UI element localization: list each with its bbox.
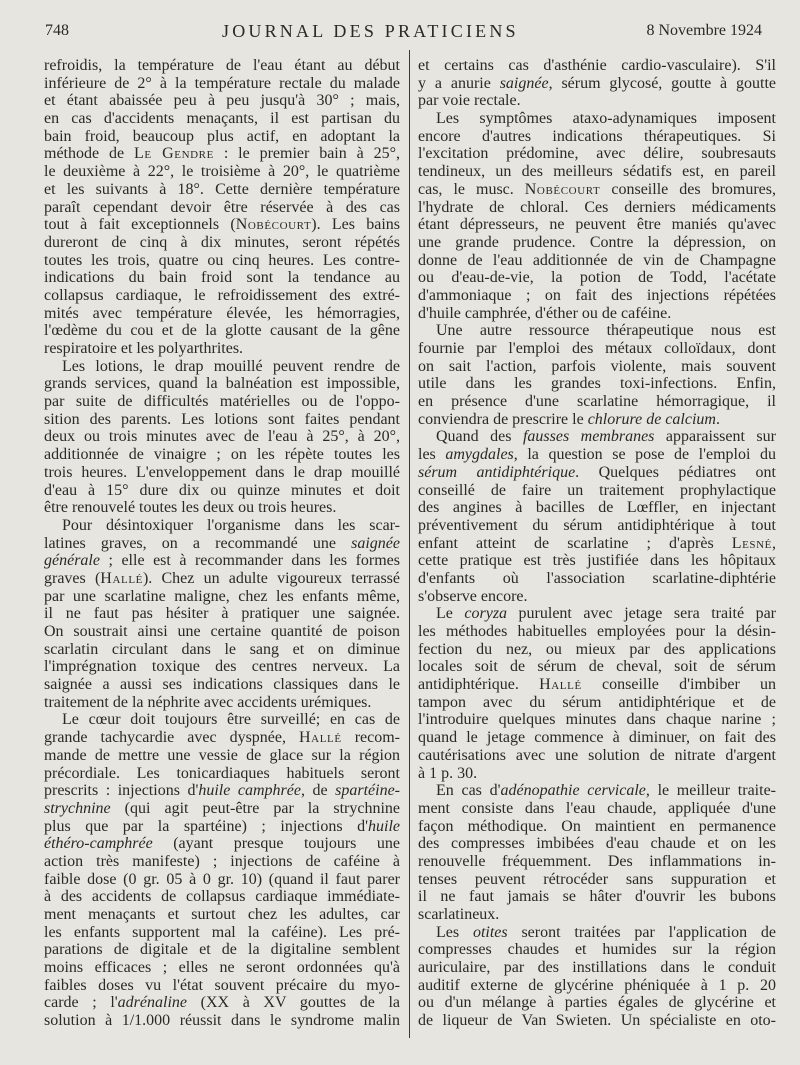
italic-term: adénopathie cervicale [500, 782, 646, 800]
text-line [418, 411, 776, 429]
italic-term: coryza [464, 605, 508, 623]
text-line [418, 428, 776, 446]
text-run: , [772, 534, 776, 552]
text-line: deux ou trois minutes avec de l'eau à 25°, à 20°, [44, 428, 400, 446]
text-line: toutes les trois, quatre ou cinq heures. Les contre- [44, 251, 400, 269]
text-line: collapsus cardiaque, le refroidissement des extré- [44, 286, 400, 304]
right-column [418, 57, 776, 1030]
text-line [418, 464, 776, 482]
text-line: tendineux, un des meilleurs sédatifs est, en pareil [418, 163, 776, 181]
paragraph [418, 782, 776, 924]
text-line [44, 570, 400, 588]
text-line: refroidis, la température de l'eau étant au début [44, 57, 400, 74]
italic-term: huile [368, 817, 400, 835]
text-line: cautérisations avec une solution de nitrate d'argent [418, 746, 776, 764]
text-line: parations de digitale et de la digitaline semblent [44, 941, 400, 959]
text-line: ou d'eau-de-vie, la potion de Todd, l'acétate [418, 269, 776, 287]
text-line: auriculaire, par des instillations dans le conduit [418, 959, 776, 977]
text-line: conseillé de faire un traitement prophylactique [418, 481, 776, 499]
text-line: scarlatineux. [418, 906, 500, 923]
text-line: renouvelle fréquemment. Des inflammations in- [418, 852, 776, 870]
text-line: inférieure de 2° à la température rectale du malade [44, 74, 400, 92]
text-line: il ne faut pas hésiter à pratiquer une saignée. [44, 605, 400, 623]
text-line: Pour désintoxiquer l'organisme dans les scar- [62, 516, 400, 534]
text-line: par une scarlatine maligne, chez les enfants même, [44, 587, 400, 605]
text-line: fection du nez, ou mieux par des applications [418, 640, 776, 658]
italic-term: sérum antidiphtérique [418, 463, 576, 481]
text-line: d'ammoniaque ; on fait des injections répétées [418, 286, 776, 304]
text-run: , la question se pose de l'emploi du [513, 446, 776, 464]
text-run: . Quelques pédiatres ont [575, 463, 777, 481]
author-name: Nobécourt [524, 180, 601, 198]
text-line: indications du bain froid sont la tendance au [44, 269, 400, 287]
italic-term: saignée [499, 74, 549, 92]
text-line: d'enfants où l'association scarlatine-diphtérie [418, 569, 776, 587]
text-run: cas, le musc. [418, 180, 525, 198]
text-line: l'introduire quelques minutes dans chaque narine ; [418, 711, 776, 729]
text-line [44, 835, 400, 853]
text-line: auditif externe de glycérine phéniquée à 1 p. 20 [418, 976, 776, 994]
text-run: antidiphtérique. [418, 676, 540, 694]
text-line: une grande prudence. Contre la dépression, on [418, 233, 776, 251]
text-run: graves ( [44, 569, 101, 587]
journal-title: JOURNAL DES PRATICIENS [222, 21, 519, 41]
text-line: sition des parents. Les lotions sont faites pendant [44, 410, 400, 428]
italic-term: chlorure de calcium [587, 410, 716, 428]
text-line: on sait l'action, parfois violente, mais souvent [418, 357, 776, 375]
text-line: le deuxième à 22°, le troisième à 20°, le quatrième [44, 163, 400, 181]
text-line: tampon avec du sérum antidiphtérique et de [418, 693, 776, 711]
text-line: à 1 p. 30. [418, 764, 478, 782]
text-line: il ne faut jamais se hâter d'ouvrir les bubons [418, 888, 776, 906]
text-line: à des accidents de collapsus cardiaque immédiate- [44, 888, 400, 906]
text-run: ; elle est à recommander dans les formes [99, 552, 400, 570]
text-line: ment consiste dans l'eau chaude, appliquée d'une [418, 799, 776, 817]
italic-term: otites [472, 923, 508, 941]
text-line: paraît cependant devoir être réservée à des cas [44, 198, 400, 216]
text-run: méthode de [44, 145, 134, 163]
text-run: les [418, 446, 446, 464]
text-run: recom- [341, 729, 400, 747]
paragraph [44, 57, 400, 358]
text-line: tenses peuvent rétrocéder sans suppuration et [418, 870, 776, 888]
column-divider [409, 50, 410, 1038]
text-line: précordiale. Les tonicardiaques habituels seront [44, 764, 400, 782]
text-line: ou d'un mélange à parties égales de glycérine et [418, 994, 776, 1012]
text-line: des compresses imbibées d'eau chaude et on les [418, 835, 776, 853]
text-line [418, 75, 776, 93]
text-line: scarlatin circulant dans le sang et on diminue [44, 640, 400, 658]
italic-term: saignée [351, 534, 400, 552]
text-run: (XX à XV gouttes de la [187, 994, 400, 1012]
text-line: et certains cas d'asthénie cardio-vasculaire). S'il [418, 57, 776, 74]
text-run: latines graves, on a recommandé une [44, 534, 352, 552]
text-line [44, 145, 400, 163]
left-column [44, 57, 400, 1030]
text-line [418, 181, 776, 199]
text-line: façon méthodique. On maintient en permanence [418, 817, 776, 835]
text-line: solution à 1/1.000 réussit dans le syndrome malin [44, 1012, 400, 1030]
text-run: Le [436, 605, 465, 623]
text-line [418, 605, 776, 623]
issue-date: 8 Novembre 1924 [646, 22, 762, 39]
text-run: (ayant presque toujours une [152, 835, 400, 853]
text-line: action très manifeste) ; injections de caféine à [44, 852, 400, 870]
text-run: conseille des bromures, [600, 180, 777, 198]
paragraph [44, 711, 400, 1029]
paragraph [418, 322, 776, 428]
text-line: Les lotions, le drap mouillé peuvent rendre de [62, 357, 400, 375]
author-name: Hallé [299, 729, 342, 747]
text-run: En cas d' [436, 782, 501, 800]
italic-term: générale [44, 552, 100, 570]
text-line: l'excitation prédomine, avec délire, soubresauts [418, 145, 776, 163]
text-line: en présence d'une scarlatine hémorragique, il [418, 393, 776, 411]
text-line: de liqueur de Van Swieten. Un spécialiste en oto- [418, 1012, 776, 1030]
text-run: , de [300, 782, 336, 800]
text-line: des angines à bacilles de Lœffler, en injectant [418, 499, 776, 517]
italic-term: fausses membranes [522, 428, 655, 446]
text-run: seront traitées par l'application de [507, 923, 776, 941]
text-line [418, 535, 776, 553]
text-run: y a anurie [418, 74, 500, 92]
text-line [44, 782, 400, 800]
text-line: d'huile camphrée, d'éther ou de caféine. [418, 304, 672, 322]
text-line: être renouvelé toutes les deux ou trois heures. [44, 499, 337, 517]
text-line: locales soit de sérum de cheval, soit de sérum [418, 658, 776, 676]
text-line: compresses chaudes et humides sur la région [418, 941, 776, 959]
text-line: respiratoire et les polyarthrites. [44, 340, 244, 357]
text-run: grande tachycardie avec dyspnée, [44, 729, 300, 747]
text-line: et les suivants à 18°. Cette dernière température [44, 180, 400, 198]
text-line: fournie par l'emploi des métaux colloïdaux, dont [418, 340, 776, 357]
text-line: bain froid, beaucoup plus actif, en adoptant la [44, 127, 400, 145]
text-line: trois heures. L'enveloppement dans le drap mouillé [44, 463, 400, 481]
text-line: mande de mettre une vessie de glace sur la région [44, 746, 400, 764]
text-line: utile dans les grandes toxi-infections. Enfin, [418, 375, 776, 393]
text-line: et étant abaissée peu à peu jusqu'à 30° ; mais, [44, 92, 400, 110]
paragraph [418, 110, 776, 322]
text-line: les méthodes habituelles employées pour la désin- [418, 623, 776, 640]
text-line [44, 552, 400, 570]
text-line: d'eau à 15° dure dix ou quinze minutes et doit [44, 481, 400, 499]
paragraph [44, 358, 400, 517]
italic-term: huile camphrée [198, 782, 301, 800]
text-line: s'observe encore. [418, 587, 528, 605]
author-name: Lesné [731, 534, 772, 552]
text-line [44, 535, 400, 553]
italic-term: adrénaline [117, 994, 187, 1012]
text-line: mités avec température élevée, les hémorragies, [44, 304, 400, 322]
text-run: enfant atteint de scarlatine ; d'après [418, 534, 732, 552]
text-line: encore d'autres indications thérapeutiques. Si [418, 127, 776, 145]
text-line [44, 994, 400, 1012]
text-line: préventivement du sérum antidiphtérique à tout [418, 516, 776, 534]
italic-term: amygdales [445, 446, 514, 464]
text-run: Quand des [436, 428, 523, 446]
text-line: traitement de la néphrite avec accidents urémiques. [44, 693, 372, 711]
paragraph [418, 924, 776, 1030]
text-run: prescrits : injections d' [44, 782, 199, 800]
text-run: ). Les bains [311, 216, 401, 234]
text-line: en cas d'accidents menaçants, il est partisan du [44, 110, 400, 128]
text-line: par voie rectale. [418, 92, 521, 110]
paragraph [418, 57, 776, 110]
text-run: purulent avec jetage sera traité par [507, 605, 777, 623]
page-number: 748 [45, 22, 69, 39]
text-line: par suite de difficultés matérielles ou de l'oppo- [44, 393, 400, 411]
text-run: (qui agit peut-être par la strychnine [110, 799, 400, 817]
text-run: Les [436, 923, 473, 941]
text-line: cette pratique est très justifiée dans les hôpitaux [418, 552, 776, 570]
paragraph [44, 517, 400, 712]
text-line: ment menaçants et surtout chez les adultes, car [44, 906, 400, 923]
text-line: Le cœur doit toujours être surveillé; en cas de [62, 711, 400, 729]
text-run: : le premier bain à 25°, [213, 145, 400, 163]
text-run: tout à fait exceptionnels ( [44, 216, 236, 234]
text-run: , le meilleur traite- [645, 782, 776, 800]
text-line: Une autre ressource thérapeutique nous est [436, 322, 776, 340]
text-run: ). Chez un adulte vigoureux terrassé [142, 569, 400, 587]
text-run: apparaissent sur [654, 428, 776, 446]
text-line [44, 818, 400, 836]
author-name: Hallé [539, 676, 582, 694]
paragraph [418, 605, 776, 782]
text-run: , sérum glycosé, goutte à goutte [548, 74, 777, 92]
text-line: faible dose (0 gr. 05 à 0 gr. 10) (quand il faut parer [44, 870, 400, 888]
text-line [418, 446, 776, 464]
text-line: étant dépresseurs, ne peuvent être maniés qu'avec [418, 216, 776, 234]
text-line: donne de l'eau additionnée de vin de Champagne [418, 251, 776, 269]
text-line: les enfants supportent mal la caféine). Les pré- [44, 923, 400, 941]
text-line: Les symptômes ataxo-adynamiques imposent [436, 110, 776, 128]
author-name: Nobécourt [235, 216, 312, 234]
text-line [44, 800, 400, 818]
paragraph [418, 428, 776, 605]
text-line [418, 782, 776, 800]
author-name: Hallé [100, 569, 143, 587]
text-line: moins efficaces ; elles ne seront ordonnées qu'à [44, 959, 400, 977]
italic-term: éthéro-camphrée [44, 835, 153, 853]
text-run: plus que par la spartéine) ; injections d' [44, 817, 368, 835]
author-name: Le Gendre [133, 145, 214, 163]
text-line: On soustrait ainsi une certaine quantité de poison [44, 623, 400, 640]
text-line [418, 676, 776, 694]
text-line: faibles doses vu l'état souvent précaire du myo- [44, 976, 400, 994]
text-line: grands services, quand la balnéation est impossible, [44, 375, 400, 393]
text-run: . [715, 410, 720, 428]
text-line: additionnée de vinaigre ; on les répète toutes les [44, 446, 400, 464]
italic-term: spartéine- [335, 782, 400, 800]
text-run: carde ; l' [44, 994, 118, 1012]
text-line: l'hydrate de chloral. Ces derniers médicaments [418, 198, 776, 216]
text-line: saignée a aussi ses indications classiques dans le [44, 676, 400, 694]
text-line [44, 729, 400, 747]
italic-term: strychnine [44, 799, 111, 817]
text-line: l'imprégnation toxique des centres nerveux. La [44, 658, 400, 676]
text-run: conviendra de prescrire le [418, 410, 588, 428]
text-line: dureront de cinq à dix minutes, seront répétés [44, 233, 400, 251]
text-run: conseille d'imbiber un [581, 676, 777, 694]
text-line [418, 924, 776, 942]
text-line: quand le jetage commence à diminuer, on fait des [418, 729, 776, 747]
text-line [44, 216, 400, 234]
text-line: l'œdème du cou et de la glotte causant de la gêne [44, 322, 400, 340]
